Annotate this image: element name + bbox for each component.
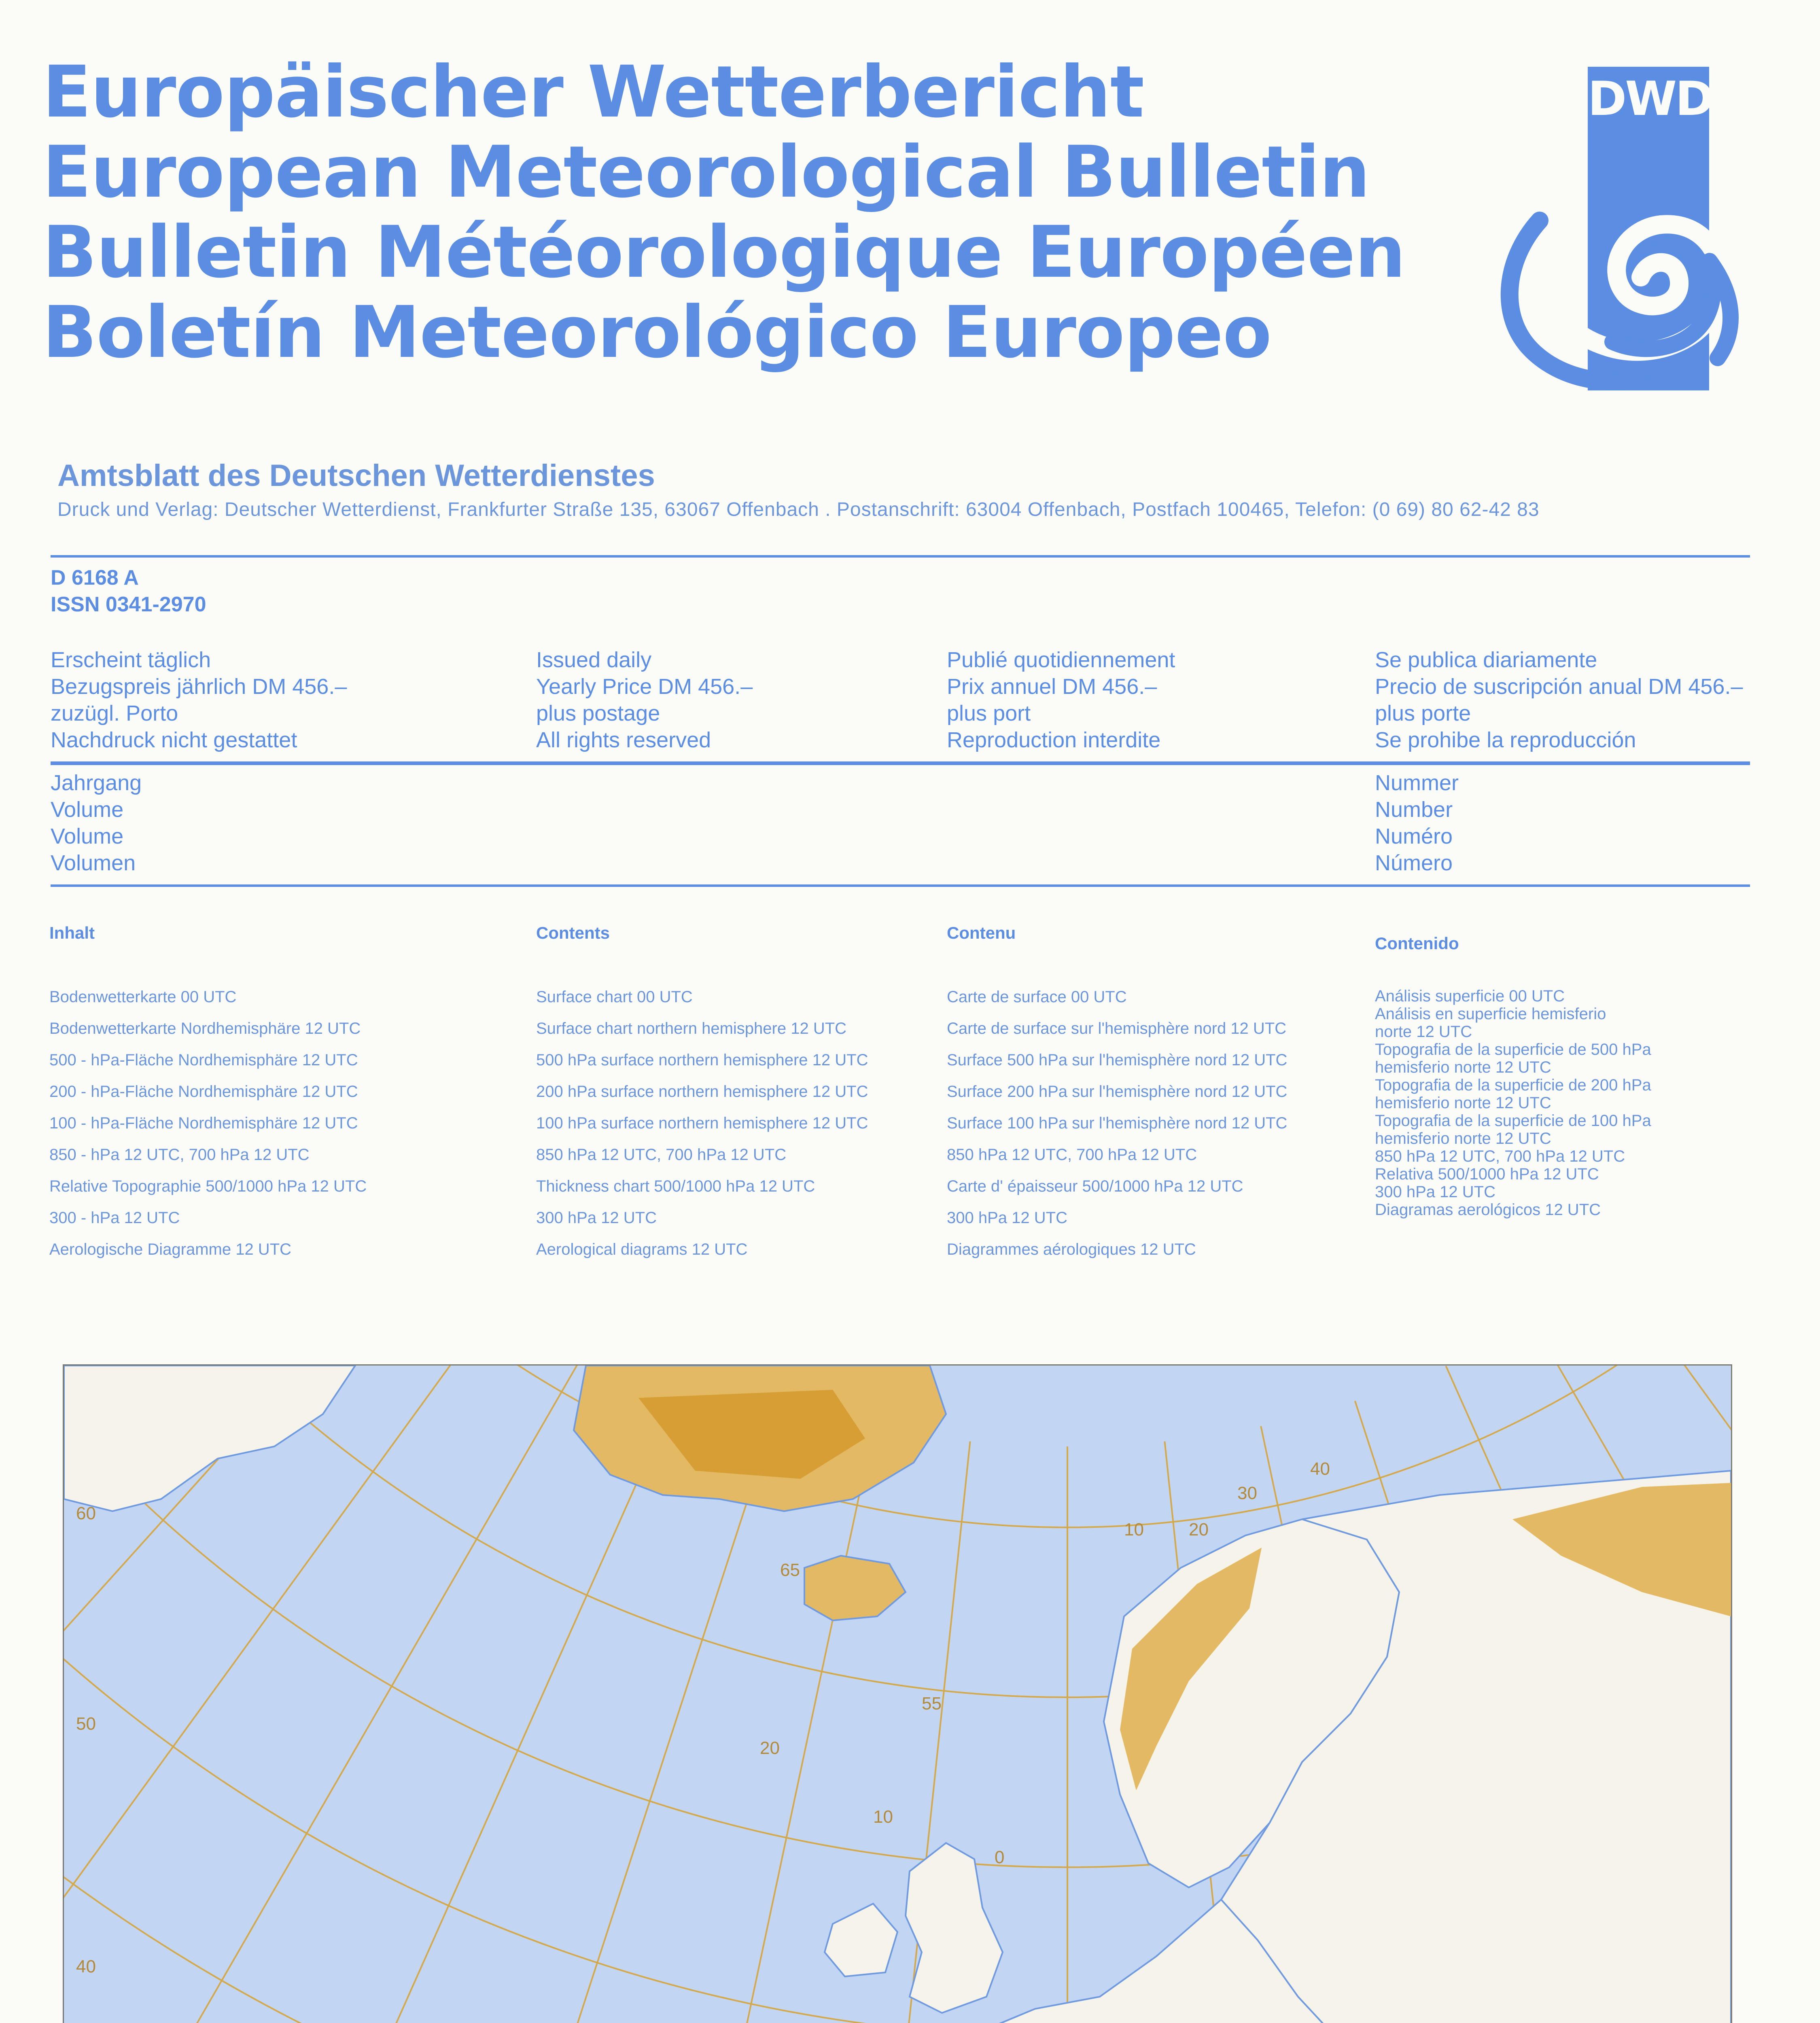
- lat-label-55: 55: [922, 1694, 942, 1713]
- info-text: Yearly Price DM 456.–: [536, 674, 753, 699]
- title-french: Bulletin Météorologique Européen: [42, 211, 1405, 294]
- lon-label-40-east: 40: [1310, 1459, 1330, 1479]
- info-text: Erscheint täglich: [51, 648, 211, 672]
- info-text: zuzügl. Porto: [51, 701, 178, 725]
- info-text: plus porte: [1375, 701, 1471, 725]
- contents-item: Topografia de la superficie de 100 hPa: [1375, 1112, 1651, 1130]
- volume-labels: [51, 770, 142, 876]
- number-labels: [1375, 770, 1459, 876]
- document-code: D 6168 A: [51, 566, 139, 590]
- contents-item: Topografia de la superficie de 200 hPa: [1375, 1076, 1651, 1094]
- contents-item: 200 hPa surface northern hemisphere 12 UTC: [536, 1083, 868, 1101]
- lon-label-10: 10: [873, 1807, 893, 1827]
- contents-list-english: [536, 981, 868, 1265]
- volume-label: Volume: [51, 797, 124, 822]
- contents-item: Bodenwetterkarte 00 UTC: [49, 988, 237, 1006]
- contents-item: 200 - hPa-Fläche Nordhemisphäre 12 UTC: [49, 1083, 358, 1101]
- lat-label-40: 40: [76, 1957, 96, 1976]
- contents-item: 500 hPa surface northern hemisphere 12 UTC: [536, 1051, 868, 1069]
- info-text: Prix annuel DM 456.–: [947, 674, 1157, 699]
- info-text: Se publica diariamente: [1375, 648, 1597, 672]
- volume-label: Volume: [51, 824, 124, 848]
- info-text: Precio de suscripción anual DM 456.–: [1375, 674, 1743, 699]
- dwd-logo: [1471, 67, 1756, 390]
- issn-code: ISSN 0341-2970: [51, 593, 206, 616]
- volume-label: Volumen: [51, 851, 136, 875]
- divider-bottom: [51, 884, 1750, 887]
- number-label: Numéro: [1375, 824, 1453, 848]
- title-english: European Meteorological Bulletin: [42, 131, 1370, 214]
- info-text: plus port: [947, 701, 1031, 725]
- contents-item: 300 hPa 12 UTC: [536, 1209, 657, 1227]
- contents-heading-german: Inhalt: [49, 923, 95, 942]
- lon-label-30-east: 30: [1237, 1483, 1257, 1503]
- contents-item: Bodenwetterkarte Nordhemisphäre 12 UTC: [49, 1020, 361, 1037]
- lon-label-20-east: 20: [1189, 1520, 1209, 1540]
- lon-label-20: 20: [760, 1738, 780, 1758]
- contents-item: Surface 500 hPa sur l'hemisphère nord 12 UTC: [947, 1051, 1288, 1069]
- contents-item: hemisferio norte 12 UTC: [1375, 1130, 1551, 1147]
- contents-item: Relative Topographie 500/1000 hPa 12 UTC: [49, 1177, 367, 1195]
- publisher-title: Amtsblatt des Deutschen Wetterdienstes: [57, 458, 655, 493]
- info-text: Bezugspreis jährlich DM 456.–: [51, 674, 347, 699]
- number-label: Number: [1375, 797, 1453, 822]
- divider-top: [51, 555, 1750, 558]
- info-text: Issued daily: [536, 648, 652, 672]
- contents-item: Diagramas aerológicos 12 UTC: [1375, 1201, 1601, 1219]
- contents-item: Surface 100 hPa sur l'hemisphère nord 12 UTC: [947, 1114, 1288, 1132]
- contents-item: hemisferio norte 12 UTC: [1375, 1094, 1551, 1112]
- number-label: Nummer: [1375, 771, 1459, 795]
- title-german: Europäischer Wetterbericht: [42, 51, 1144, 134]
- publisher-address: Druck und Verlag: Deutscher Wetterdienst, Frankfurter Straße 135, 63067 Offenbach . Postanschrift: 63004 Offenbach, Postfach 100465, Telefon: (0 69) 80 62-42 83: [57, 499, 1540, 520]
- contents-item: hemisferio norte 12 UTC: [1375, 1058, 1551, 1076]
- contents-item: Thickness chart 500/1000 hPa 12 UTC: [536, 1177, 815, 1195]
- contents-item: 100 - hPa-Fläche Nordhemisphäre 12 UTC: [49, 1114, 358, 1132]
- contents-item: Surface chart northern hemisphere 12 UTC: [536, 1020, 847, 1037]
- contents-item: 850 hPa 12 UTC, 700 hPa 12 UTC: [536, 1146, 787, 1164]
- contents-item: Relativa 500/1000 hPa 12 UTC: [1375, 1165, 1599, 1183]
- contents-item: norte 12 UTC: [1375, 1023, 1472, 1041]
- contents-item: 500 - hPa-Fläche Nordhemisphäre 12 UTC: [49, 1051, 358, 1069]
- contents-item: Carte de surface sur l'hemisphère nord 12 UTC: [947, 1020, 1287, 1037]
- logo-text: DWD: [1588, 72, 1713, 126]
- contents-item: Surface 200 hPa sur l'hemisphère nord 12 UTC: [947, 1083, 1288, 1101]
- contents-item: Surface chart 00 UTC: [536, 988, 693, 1006]
- volume-label: Jahrgang: [51, 771, 142, 795]
- contents-item: 100 hPa surface northern hemisphere 12 UTC: [536, 1114, 868, 1132]
- contents-item: 850 hPa 12 UTC, 700 hPa 12 UTC: [1375, 1147, 1625, 1165]
- contents-item: 300 hPa 12 UTC: [947, 1209, 1067, 1227]
- dwd-spiral-logo-icon: [1471, 67, 1756, 390]
- info-french: [947, 647, 1175, 753]
- contents-item: Aerologische Diagramme 12 UTC: [49, 1241, 292, 1258]
- info-english: [536, 647, 753, 753]
- contents-heading-french: Contenu: [947, 923, 1016, 942]
- contents-list-french: [947, 981, 1287, 1265]
- contents-item: Topografia de la superficie de 500 hPa: [1375, 1041, 1651, 1058]
- info-text: plus postage: [536, 701, 660, 725]
- title-spanish: Boletín Meteorológico Europeo: [42, 291, 1271, 374]
- contents-list-spanish: [1375, 987, 1651, 1219]
- contents-list-german: [49, 981, 367, 1265]
- contents-item: Carte de surface 00 UTC: [947, 988, 1127, 1006]
- contents-item: Carte d' épaisseur 500/1000 hPa 12 UTC: [947, 1177, 1243, 1195]
- contents-item: 300 - hPa 12 UTC: [49, 1209, 180, 1227]
- info-text: Reproduction interdite: [947, 728, 1161, 752]
- info-german: [51, 647, 347, 753]
- lat-label-60: 60: [76, 1503, 96, 1523]
- info-text: Nachdruck nicht gestattet: [51, 728, 297, 752]
- surface-chart-map: [63, 1364, 1732, 2023]
- divider-middle: [51, 761, 1750, 765]
- contents-item: Aerological diagrams 12 UTC: [536, 1241, 748, 1258]
- contents-heading-spanish: Contenido: [1375, 934, 1459, 953]
- europe-map-svg: [64, 1366, 1731, 2023]
- info-text: All rights reserved: [536, 728, 711, 752]
- contents-item: Análisis superficie 00 UTC: [1375, 987, 1565, 1005]
- contents-item: 850 - hPa 12 UTC, 700 hPa 12 UTC: [49, 1146, 310, 1164]
- info-text: Se prohibe la reproducción: [1375, 728, 1636, 752]
- info-spanish: [1375, 647, 1743, 753]
- lon-label-0: 0: [995, 1847, 1005, 1867]
- contents-heading-english: Contents: [536, 923, 610, 942]
- number-label: Número: [1375, 851, 1453, 875]
- lat-label-65: 65: [780, 1560, 800, 1580]
- info-text: Publié quotidiennement: [947, 648, 1175, 672]
- lon-label-10-east: 10: [1124, 1520, 1144, 1540]
- contents-item: Diagrammes aérologiques 12 UTC: [947, 1241, 1196, 1258]
- lat-label-50: 50: [76, 1714, 96, 1734]
- contents-item: 850 hPa 12 UTC, 700 hPa 12 UTC: [947, 1146, 1197, 1164]
- contents-item: Análisis en superficie hemisferio: [1375, 1005, 1606, 1023]
- contents-item: 300 hPa 12 UTC: [1375, 1183, 1495, 1201]
